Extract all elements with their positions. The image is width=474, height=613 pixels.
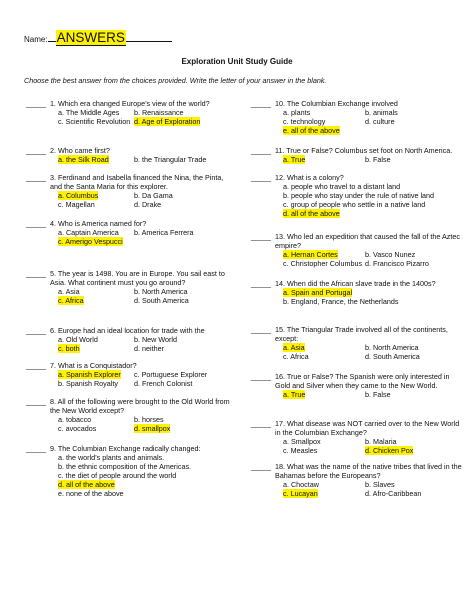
answer-blank[interactable]: _____ <box>26 173 50 182</box>
option-row <box>283 391 463 400</box>
answer-options <box>26 336 236 354</box>
answer-option: a. tobacco <box>58 414 92 424</box>
answer-option: d. French Colonist <box>134 378 193 388</box>
question-item <box>26 362 236 389</box>
answer-options <box>26 156 236 165</box>
option-row <box>283 156 463 165</box>
question-text: 1. Which era changed Europe’s view of the world? <box>49 99 210 108</box>
answer-options <box>26 454 236 499</box>
option-row <box>58 297 236 306</box>
answer-options <box>26 192 236 210</box>
answer-blank[interactable]: _____ <box>26 444 50 453</box>
name-label: Name: <box>24 35 48 44</box>
question-item <box>251 463 463 499</box>
answer-options <box>251 344 463 362</box>
question-item <box>26 174 236 210</box>
answer-option: c. Portuguese Explorer <box>134 369 208 379</box>
answer-options <box>251 289 463 307</box>
answer-options <box>26 416 236 434</box>
answer-options <box>251 109 463 136</box>
answer-option: a. the Silk Road <box>58 154 109 164</box>
name-answer: ANSWERS <box>56 30 125 45</box>
answer-option: a. Asia <box>283 342 305 352</box>
answer-option: b. False <box>365 389 391 399</box>
answer-option: d. Afro-Caribbean <box>365 488 422 498</box>
answer-blank[interactable]: _____ <box>26 269 50 278</box>
question-item <box>26 220 236 247</box>
answer-option: c. both <box>58 343 80 353</box>
question-text: 12. What is a colony? <box>274 173 344 182</box>
answer-option: c. Africa <box>283 351 309 361</box>
question-item <box>26 398 236 434</box>
answer-option: d. culture <box>365 116 395 126</box>
answer-option: a. people who travel to a distant land <box>283 181 401 191</box>
question-stem <box>251 326 463 344</box>
answer-blank[interactable]: _____ <box>251 325 275 334</box>
answer-option: d. neither <box>134 343 164 353</box>
answer-option: c. Lucayan <box>283 488 318 498</box>
name-row <box>24 30 172 45</box>
answer-blank[interactable]: _____ <box>251 279 275 288</box>
option-row <box>58 345 236 354</box>
answer-blank[interactable]: _____ <box>251 372 275 381</box>
answer-option: b. animals <box>365 107 398 117</box>
question-stem <box>251 233 463 251</box>
answer-option: a. Spanish Explorer <box>58 369 121 379</box>
answer-options <box>251 391 463 400</box>
answer-blank[interactable]: _____ <box>26 146 50 155</box>
option-row <box>283 353 463 362</box>
answer-options <box>26 288 236 306</box>
answer-option: a. Hernan Cortes <box>283 249 338 259</box>
question-text: 18. What was the name of the native tribes that lived in the Bahamas before the Europeans? <box>274 462 462 480</box>
answer-option: b. America Ferrera <box>134 227 194 237</box>
answer-option: b. North America <box>134 286 188 296</box>
name-blank-start <box>48 41 56 42</box>
answer-option: a. the world’s plants and animals. <box>58 452 165 462</box>
answer-option: b. Renaissance <box>134 107 184 117</box>
answer-blank[interactable]: _____ <box>251 232 275 241</box>
question-text: 15. The Triangular Trade involved all of the continents, except: <box>274 325 448 343</box>
answer-option: c. Africa <box>58 295 84 305</box>
question-stem <box>26 398 236 416</box>
answer-option: c. Christopher Columbus <box>283 258 363 268</box>
question-text: 2. Who came first? <box>49 146 110 155</box>
answer-option: a. Choctaw <box>283 479 319 489</box>
answer-option: b. Da Gama <box>134 190 173 200</box>
answer-option: c. Measles <box>283 445 318 455</box>
answer-option: b. Spanish Royalty <box>58 378 118 388</box>
answer-option: d. Age of Exploration <box>134 116 201 126</box>
option-row <box>58 238 236 247</box>
answer-option: b. Malaria <box>365 436 397 446</box>
answer-option: b. the ethnic composition of the Americas. <box>58 461 192 471</box>
answer-option: d. smallpox <box>134 423 171 433</box>
answer-option: c. Amerigo Vespucci <box>58 236 123 246</box>
answer-option: c. avocados <box>58 423 97 433</box>
answer-option: d. Chicken Pox <box>365 445 414 455</box>
question-item <box>251 174 463 219</box>
question-text: 3. Ferdinand and Isabella financed the Nina, the Pinta, and the Santa Maria for this explorer. <box>49 173 224 191</box>
answer-blank[interactable]: _____ <box>26 326 50 335</box>
answer-blank[interactable]: _____ <box>251 173 275 182</box>
answer-blank[interactable]: _____ <box>251 99 275 108</box>
answer-options <box>26 229 236 247</box>
answer-option: c. technology <box>283 116 326 126</box>
answer-option: a. True <box>283 389 306 399</box>
answer-option: a. Old World <box>58 334 98 344</box>
answer-option: c. the diet of people around the world <box>58 470 177 480</box>
answer-blank[interactable]: _____ <box>26 99 50 108</box>
question-stem <box>251 420 463 438</box>
answer-blank[interactable]: _____ <box>251 146 275 155</box>
answer-option: c. Scientific Revolution <box>58 116 131 126</box>
answer-options <box>251 481 463 499</box>
answer-option: a. Captain America <box>58 227 119 237</box>
question-item <box>26 100 236 127</box>
question-item <box>251 147 463 165</box>
answer-option: a. Asia <box>58 286 80 296</box>
option-row <box>58 156 236 165</box>
name-blank-end <box>126 41 172 42</box>
question-text: 4. Who is America named for? <box>49 219 147 228</box>
answer-option: d. all of the above <box>58 479 115 489</box>
answer-option: b. False <box>365 154 391 164</box>
question-stem <box>251 373 463 391</box>
question-text: 11. True or False? Columbus set foot on North America. <box>274 146 453 155</box>
question-item <box>26 270 236 306</box>
question-text: 17. What disease was NOT carried over to the New World in the Columbian Exchange? <box>274 419 460 437</box>
question-text: 6. Europe had an ideal location for trade with the <box>49 326 205 335</box>
answer-option: b. people who stay under the rule of native land <box>283 190 435 200</box>
answer-options <box>251 251 463 269</box>
question-item <box>251 280 463 307</box>
answer-option: b. horses <box>134 414 164 424</box>
answer-option: c. group of people who settle in a native land <box>283 199 426 209</box>
option-row <box>58 425 236 434</box>
answer-option: b. England, France, the Netherlands <box>283 296 399 306</box>
question-item <box>251 420 463 456</box>
answer-blank[interactable]: _____ <box>251 419 275 428</box>
answer-options <box>251 438 463 456</box>
question-text: 16. True or False? The Spanish were only interested in Gold and Silver when they came to the New World. <box>274 372 450 390</box>
answer-option: d. South America <box>365 351 420 361</box>
answer-option: a. plants <box>283 107 311 117</box>
answer-option: d. Drake <box>134 199 162 209</box>
question-text: 13. Who led an expedition that caused the fall of the Aztec empire? <box>274 232 460 250</box>
option-row <box>283 260 463 269</box>
instructions: Choose the best answer from the choices provided. Write the letter of your answer in the blank. <box>24 76 327 85</box>
answer-option: b. New World <box>134 334 178 344</box>
question-text: 10. The Columbian Exchange involved <box>274 99 398 108</box>
answer-options <box>26 109 236 127</box>
option-row <box>58 380 236 389</box>
answer-option: b. North America <box>365 342 419 352</box>
option-row <box>58 118 236 127</box>
question-item <box>251 100 463 136</box>
answer-blank[interactable]: _____ <box>251 462 275 471</box>
question-text: 14. When did the African slave trade in the 1400s? <box>274 279 436 288</box>
answer-blank[interactable]: _____ <box>26 219 50 228</box>
answer-blank[interactable]: _____ <box>26 397 50 406</box>
answer-option: a. The Middle Ages <box>58 107 120 117</box>
question-item <box>26 147 236 165</box>
answer-option: d. Francisco Pizarro <box>365 258 429 268</box>
question-item <box>251 373 463 400</box>
answer-options <box>26 371 236 389</box>
answer-option: e. none of the above <box>58 488 124 498</box>
question-text: 9. The Columbian Exchange radically changed: <box>49 444 201 453</box>
answer-blank[interactable]: _____ <box>26 361 50 370</box>
answer-option: e. all of the above <box>283 125 340 135</box>
answer-option: a. Spain and Portugal <box>283 287 353 297</box>
option-row <box>283 490 463 499</box>
option-row <box>283 447 463 456</box>
answer-option: a. Columbus <box>58 190 99 200</box>
answer-option: b. Slaves <box>365 479 395 489</box>
question-text: 5. The year is 1498. You are in Europe. You sail east to Asia. What continent must you go around? <box>49 269 225 287</box>
answer-options <box>251 156 463 165</box>
question-item <box>251 233 463 269</box>
question-stem <box>26 174 236 192</box>
question-text: 7. What is a Conquistador? <box>49 361 137 370</box>
answer-option: a. True <box>283 154 306 164</box>
answer-option: c. Magellan <box>58 199 95 209</box>
answer-option: d. all of the above <box>283 208 340 218</box>
question-item <box>26 327 236 354</box>
question-stem <box>251 463 463 481</box>
answer-option: b. the Triangular Trade <box>134 154 207 164</box>
question-text: 8. All of the following were brought to the Old World from the New World except? <box>49 397 230 415</box>
question-stem <box>26 270 236 288</box>
answer-option: b. Vasco Nunez <box>365 249 416 259</box>
answer-option: a. Smallpox <box>283 436 321 446</box>
option-row <box>58 201 236 210</box>
question-item <box>26 445 236 498</box>
answer-options <box>251 183 463 219</box>
question-item <box>251 326 463 362</box>
answer-option: d. South America <box>134 295 189 305</box>
page-title: Exploration Unit Study Guide <box>181 57 293 66</box>
